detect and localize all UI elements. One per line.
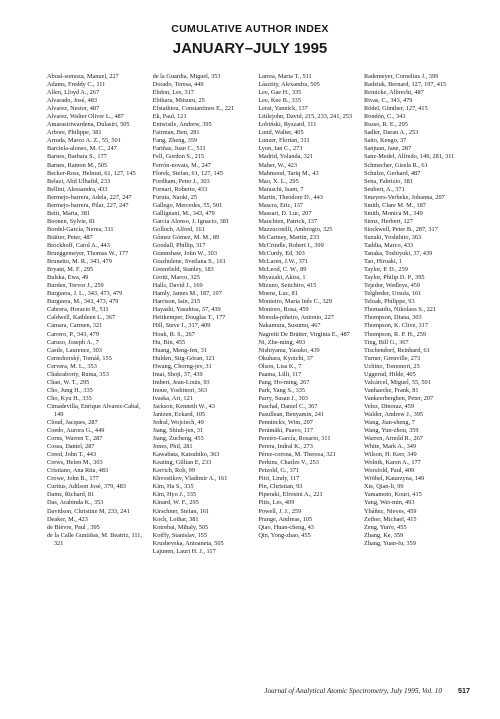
author-entry: Fell, Gordon S., 215 — [152, 153, 205, 161]
author-entry: Valcárcel, Miguel, 55, 501 — [363, 378, 431, 386]
author-entry: Piperaki, Efrosini A., 221 — [258, 491, 323, 499]
author-entry: Adams, Freddy C., 111 — [47, 81, 106, 89]
page-number: 517 — [458, 686, 470, 695]
author-entry: Schulze, Gerhard, 487 — [363, 169, 421, 177]
author-entry: Smith, Monica M., 349 — [363, 209, 423, 217]
author-entry: Ferrón-novais, M., 247 — [152, 161, 211, 169]
author-entry: Kawabata, Katsuhiko, 363 — [152, 451, 220, 459]
author-entry: Jantzen, Eckard, 105 — [152, 410, 206, 418]
author-entry: García Alonso, J. Ignacio, 381 — [152, 217, 230, 225]
author-entry: Koch, Lothar, 381 — [152, 515, 199, 523]
author-entry: Walder, Andrew J., 395 — [363, 410, 424, 418]
author-entry: Tejedor, Wedleys, 459 — [363, 282, 421, 290]
author-entry: Nishiyama, Yasuko, 439 — [258, 346, 320, 354]
author-entry: Brueggemeyer, Thomas W., 177 — [47, 250, 129, 258]
author-entry: Moreda-piñeiro, Antonio, 227 — [258, 314, 334, 322]
author-entry: Łobiński, Ryszard, 111 — [258, 121, 317, 129]
author-entry: Burguera, M., 343, 473, 479 — [47, 298, 119, 306]
author-entry: Turner, Grenville, 273 — [363, 354, 421, 362]
author-entry: Corns, Warren T., 287 — [47, 435, 103, 443]
author-entry: Powell, J. J., 259 — [258, 507, 302, 515]
author-entry: Saito, Kengo, 37 — [363, 137, 407, 145]
author-entry: Thompson, Diana, 303 — [363, 314, 422, 322]
author-entry: Warren, Arnold R., 267 — [363, 435, 423, 443]
author-entry: Uchino, Tomonori, 25 — [363, 362, 420, 370]
author-entry: Cloud, Jacques, 287 — [47, 419, 98, 427]
author-entry: Jedral, Wojciech, 49 — [152, 419, 204, 427]
author-entry: Dams, Richard, 81 — [47, 491, 95, 499]
author-entry: Grotti, Marco, 325 — [152, 274, 200, 282]
author-entry: Pasullean, Benyamin, 241 — [258, 410, 325, 418]
author-entry: Moens, Luc, 81 — [258, 290, 298, 298]
author-entry: Tischendorf, Reinhard, 61 — [363, 346, 430, 354]
author-entry: Wang, Jian-sheng, 7 — [363, 419, 415, 427]
author-entry: Barnes, Barbara S., 177 — [47, 153, 107, 161]
author-entry: Thompson, R. P. H., 259 — [363, 330, 427, 338]
author-entry: Barciela-alonso, M. C., 247 — [47, 145, 117, 153]
author-entry: Chakraborty, Ruma, 353 — [47, 370, 109, 378]
author-entry: Wilson, H. Kerr, 349 — [363, 451, 417, 459]
author-entry: Kim, Ha S., 335 — [152, 483, 194, 491]
author-entry: de la Calle Guntiñas, M. Beatriz, 111, 321 — [47, 531, 143, 547]
author-entry: Bulska, Ewa, 49 — [47, 274, 89, 282]
author-entry: Brockhoff, Carol A., 443 — [47, 241, 110, 249]
author-entry: Reinicke, Albrecht, 487 — [363, 89, 424, 97]
author-entry: Dorado, Teresa, 449 — [152, 81, 204, 89]
author-entry: Radziuk, Bernard, 127, 197, 415 — [363, 81, 447, 89]
author-entry: Miyazaki, Akira, 1 — [258, 274, 306, 282]
author-entry: Nakamura, Susumu, 467 — [258, 322, 321, 330]
author-entry: Petzold, G., 371 — [258, 467, 300, 475]
author-entry: Mahmood, Tariq M., 43 — [258, 169, 319, 177]
author-entry: Entwistle, Andrew, 395 — [152, 121, 212, 129]
author-entry: de Bièvre, Paul , 395 — [47, 523, 100, 531]
author-entry: Allen, Lloyd A., 267 — [47, 89, 100, 97]
author-entry: Paschal, Daniel C., 367 — [258, 402, 318, 410]
author-entry: Burden, Trevor J., 259 — [47, 282, 104, 290]
author-entry: Burguera, J. L., 343, 473, 479 — [47, 290, 123, 298]
page-header — [0, 22, 500, 58]
author-entry: Furuta, Naoki, 25 — [152, 193, 198, 201]
author-entry: Cristiano, Ana Rita, 483 — [47, 467, 109, 475]
author-entry: Lerat, Yannick, 137 — [258, 105, 308, 113]
author-entry: Kim, Hyo J., 335 — [152, 491, 197, 499]
author-entry: Becker-Ross, Helmut, 61, 127, 145 — [47, 169, 136, 177]
author-entry: Caruso, Joseph A., 7 — [47, 338, 99, 346]
author-entry: Martin, Theodore D., 443 — [258, 193, 323, 201]
author-entry: Mao, X. L., 295 — [258, 177, 299, 185]
author-entry: Schmecher, Gisela R., 61 — [363, 161, 428, 169]
author-entry: Ebihara, Mitsuru, 25 — [152, 97, 205, 105]
author-entry: Fang, Zheng, 359 — [152, 137, 198, 145]
author-entry: Monteiro, Maria Inês C., 329 — [258, 298, 332, 306]
author-entry: Rödel, Günther, 127, 415 — [363, 105, 428, 113]
author-entry: Alvarez, Nestor, 487 — [47, 105, 100, 113]
author-entry: Okuhara, Kyoichi, 37 — [258, 354, 313, 362]
author-entry: McCartney, Martin, 233 — [258, 233, 320, 241]
index-column-1 — [47, 73, 145, 613]
author-entry: Gallignani, M., 343, 479 — [152, 209, 215, 217]
author-entry: Kirschner, Stefan, 161 — [152, 507, 210, 515]
author-entry: Bermejo-barrera, Adela, 227, 247 — [47, 193, 132, 201]
index-title: CUMULATIVE AUTHOR INDEX — [171, 23, 329, 35]
author-entry: Smith, Clare M. M., 187 — [363, 201, 426, 209]
author-entry: Paama, Lilli, 117 — [258, 370, 302, 378]
author-entry: Larrea, Maria T., 511 — [258, 73, 312, 80]
author-entry: Stenz, Herbert, 127 — [363, 217, 413, 225]
author-entry: Vanhaecke, Frank, 81 — [363, 386, 419, 394]
author-entry: Coedo, Aurora G., 449 — [47, 427, 105, 435]
author-entry: Wröbel, Katarzyna, 149 — [363, 475, 425, 483]
author-entry: Kotřly, Stanislav, 155 — [152, 531, 208, 539]
author-entry: Vankeerberghen, Peter, 207 — [363, 394, 434, 402]
author-entry: Jiang, Shiuh-jen, 31 — [152, 427, 204, 435]
author-entry: Grannshaw, John W., 303 — [152, 250, 217, 258]
author-entry: Jiang, Zucheng, 455 — [152, 435, 204, 443]
author-entry: Hayashi, Yasuhisa, 37, 439 — [152, 306, 221, 314]
author-entry: Qin, Yong-zhao, 455 — [258, 531, 311, 539]
author-entry: Ybáñez, Nieves, 459 — [363, 507, 417, 515]
author-entry: Heitkemper, Douglas T., 177 — [152, 314, 226, 322]
author-entry: Cho, Jung H., 335 — [47, 386, 93, 394]
author-entry: Greenfield, Stanley, 183 — [152, 266, 214, 274]
author-entry: Ebdon, Les, 317 — [152, 89, 194, 97]
author-entry: Perämäki, Paavo, 117 — [258, 427, 313, 435]
author-entry: Sanjuan, Jane, 287 — [363, 145, 412, 153]
author-entry: McLeod, C. W., 89 — [258, 266, 307, 274]
author-entry: Betti, Maria, 381 — [47, 209, 91, 217]
author-entry: Arruda, Marco A. Z., 55, 501 — [47, 137, 121, 145]
author-entry: Florek, Stefan, 61, 127, 145 — [152, 169, 223, 177]
author-entry: Lee, Kee B., 335 — [258, 97, 301, 105]
author-entry: Brätter, Peter, 487 — [47, 233, 93, 241]
author-entry: Cabrera, Horacio P., 511 — [47, 306, 109, 314]
author-entry: Kotrebai, Mihaly, 505 — [152, 523, 209, 531]
author-entry: Lyon, Ian C., 273 — [258, 145, 303, 153]
author-entry: Das, Arabinda K., 353 — [47, 499, 104, 507]
author-entry: Yang, Wei-min, 493 — [363, 499, 415, 507]
author-entry: Mascra, Eric, 137 — [258, 201, 304, 209]
author-entry: Teloak, Philippe, 93 — [363, 298, 415, 306]
author-entry: Thompson, K. Clive, 317 — [363, 322, 428, 330]
author-entry: Russo, R. E., 295 — [363, 121, 408, 129]
author-entry: Mauchien, Patrick, 137 — [258, 217, 318, 225]
author-entry: Smeyers-Verbeke, Johanna, 207 — [363, 193, 445, 201]
author-entry: Olson, Lisa K., 7 — [258, 362, 302, 370]
author-entry: Bermejo-barrera, Pilar, 227, 247 — [47, 201, 129, 209]
author-entry: Stockwell, Peter B., 287, 317 — [363, 225, 438, 233]
author-index-columns — [47, 73, 462, 613]
author-entry: Goodall, Phillip, 317 — [152, 241, 206, 249]
author-entry: Maher, W., 423 — [258, 161, 298, 169]
author-entry: Gallego, Mercedes, 55, 501 — [152, 201, 223, 209]
author-entry: Halls, David J., 169 — [152, 282, 203, 290]
author-entry: Pérez-corona, M. Theresa, 321 — [258, 451, 336, 459]
author-entry: Suzuki, Yoshihito, 363 — [363, 233, 422, 241]
author-entry: Cossa, Daniel, 287 — [47, 443, 95, 451]
author-entry: Bryant, M. F., 295 — [47, 266, 94, 274]
author-entry: Piiri, Lindy, 117 — [258, 475, 300, 483]
author-entry: Efstathiou, Constantinos E., 221 — [152, 105, 235, 113]
author-entry: Gómez Gómez, M. M., 89 — [152, 233, 220, 241]
author-entry: Thomaidis, Nikolaos S., 221 — [363, 306, 437, 314]
author-entry: Xie, Qian-li, 99 — [363, 483, 404, 491]
author-entry: Imbert, Jean-Louis, 93 — [152, 378, 210, 386]
author-entry: Crews, Helen M., 303 — [47, 459, 103, 467]
author-entry: Huang, Meng-fen, 31 — [152, 346, 207, 354]
author-entry: Zhang, Yuan-fu, 359 — [363, 539, 416, 547]
author-entry: Uggerud, Hilde, 405 — [363, 370, 416, 378]
index-date-range: JANUARY–JULY 1995 — [172, 40, 328, 57]
author-entry: Parry, Susan J., 303 — [258, 394, 308, 402]
author-entry: Wolnik, Karen A., 177 — [363, 459, 421, 467]
author-entry: Bellini, Alessandra, 433 — [47, 185, 108, 193]
author-entry: Fairman, Ben, 281 — [152, 129, 200, 137]
author-entry: Arbore, Philippe, 381 — [47, 129, 102, 137]
author-entry: Rondón, C., 343 — [363, 113, 406, 121]
author-entry: Boonen, Sylvie, 81 — [47, 217, 96, 225]
author-entry: Cho, Kyu H., 335 — [47, 394, 92, 402]
author-entry: Fordham, Peter J., 303 — [152, 177, 210, 185]
author-entry: McLaren, J.W., 371 — [258, 258, 309, 266]
author-entry: Hu, Bin, 455 — [152, 338, 186, 346]
author-entry: Taylor, Philip D. P., 395 — [363, 274, 425, 282]
author-entry: Seubert, A., 371 — [363, 185, 405, 193]
author-entry: Khvostikov, Vladimir A., 161 — [152, 475, 228, 483]
author-entry: Grazhulene, Svetlana S., 161 — [152, 258, 226, 266]
author-entry: Zhang, Ke, 359 — [363, 531, 404, 539]
author-entry: Jackson, Kenneth W., 43 — [152, 402, 215, 410]
author-entry: Pang, Ho-ming, 267 — [258, 378, 310, 386]
author-entry: Penninckx, Wim, 207 — [258, 419, 313, 427]
author-entry: Ivaska, Ari, 121 — [152, 394, 193, 402]
journal-citation: Journal of Analytical Atomic Spectrometry, July 1995, Vol. 10 — [264, 687, 442, 695]
author-entry: Pereiro-García, Rosario, 311 — [258, 435, 331, 443]
index-column-3 — [258, 73, 356, 613]
page-footer — [0, 685, 500, 697]
author-entry: Ni, Zhe-ming, 493 — [258, 338, 306, 346]
author-entry: Bordel-García, Nerea, 311 — [47, 225, 114, 233]
author-entry: Golloch, Alfred, 161 — [152, 225, 205, 233]
author-entry: Tanaka, Toshiyuki, 37, 439 — [363, 250, 433, 258]
author-entry: Sadler, Daran A., 253 — [363, 129, 419, 137]
author-entry: Ting, Bill G., 367 — [363, 338, 409, 346]
author-entry: Qiao, Huan-cheng, 43 — [258, 523, 314, 531]
author-entry: Cernohorský, Tomáš, 155 — [47, 354, 112, 362]
author-entry: Pin, Christian, 93 — [258, 483, 303, 491]
author-entry: Alvarez, Walter Oliver L., 487 — [47, 113, 124, 121]
author-entry: Alvarado, José, 483 — [47, 97, 98, 105]
author-entry: Cervera, M. L., 353 — [47, 362, 97, 370]
author-entry: McCurdy, Ed, 303 — [258, 250, 305, 258]
author-entry: Rivas, C., 343, 479 — [363, 97, 413, 105]
author-entry: Maraschi, Isam, 7 — [258, 185, 304, 193]
author-entry: Lajunen, Lauri H. J., 117 — [152, 547, 216, 555]
author-entry: Amarasiriwardena, Dulasiri, 505 — [47, 121, 130, 129]
author-entry: Hill, Steve J., 317, 409 — [152, 322, 211, 330]
author-entry: Mazzucotelli, Ambrogio, 325 — [258, 225, 333, 233]
author-entry: Perera, Indral K., 273 — [258, 443, 313, 451]
author-entry: Hulden, Stig-Göran, 121 — [152, 354, 215, 362]
author-entry: Belazi, Abd Ulhafid, 233 — [47, 177, 111, 185]
author-entry: White, Mark A., 349 — [363, 443, 417, 451]
author-entry: Worsfold, Paul, 409 — [363, 467, 415, 475]
author-entry: Aboal-somoza, Manuel, 227 — [47, 73, 119, 80]
author-entry: Brunetto, M. R., 343, 479 — [47, 258, 112, 266]
index-column-2 — [153, 73, 251, 613]
author-entry: Davidson, Christine M, 233, 241 — [47, 507, 130, 515]
author-entry: Jones, Phil, 281 — [152, 443, 193, 451]
author-entry: Lunzer, Florian, 311 — [258, 137, 310, 145]
author-entry: Zeng, Yun'e, 455 — [363, 523, 407, 531]
author-entry: Montoro, Rosa, 459 — [258, 306, 309, 314]
author-entry: Fornari, Roberto, 433 — [152, 185, 208, 193]
author-entry: Rademeyer, Cornelius J., 399 — [363, 73, 439, 80]
author-entry: Taylor, P. D., 259 — [363, 266, 408, 274]
author-entry: Curtius, Adilson José, 379, 483 — [47, 483, 126, 491]
author-entry: Harrison, Iain, 215 — [152, 298, 201, 306]
author-entry: Lásztity, Alexandra, 505 — [258, 81, 320, 89]
author-entry: Castle, Laurence, 303 — [47, 346, 102, 354]
author-entry: Pitts, Les, 409 — [258, 499, 295, 507]
author-entry: Caldwell, Kathleen L., 367 — [47, 314, 116, 322]
author-entry: Prange, Andreas, 105 — [258, 515, 313, 523]
author-entry: Park, Yang S., 335 — [258, 386, 306, 394]
author-entry: Carrero, P., 343, 479 — [47, 330, 99, 338]
author-entry: Sanz-Medel, Alfredo, 149, 281, 311 — [363, 153, 455, 161]
author-entry: Kerrich, Rob, 99 — [152, 467, 195, 475]
author-entry: Hwang, Chorng-jev, 31 — [152, 362, 212, 370]
author-entry: Krushevska, Antoaneta, 505 — [152, 539, 224, 547]
index-column-4 — [364, 73, 462, 613]
author-entry: Telgheder, Ursula, 161 — [363, 290, 422, 298]
author-entry: Littlejohn, David, 215, 233, 241, 253 — [258, 113, 353, 121]
author-entry: Velez, Dinoraz, 459 — [363, 402, 414, 410]
author-entry: Houk, R. S., 267 — [152, 330, 195, 338]
author-entry: McCrindle, Robert I., 399 — [258, 241, 324, 249]
author-entry: Lund, Walter, 405 — [258, 129, 304, 137]
author-entry: Hamly, James M., 187, 197 — [152, 290, 222, 298]
author-entry: de la Guardia, Miguel, 353 — [152, 73, 221, 80]
author-entry: Crowe, John B., 177 — [47, 475, 99, 483]
author-entry: Massart, D. Luc, 207 — [258, 209, 312, 217]
author-entry: Tao, Hiroaki, 1 — [363, 258, 402, 266]
author-entry: Imai, Shoji, 37, 439 — [152, 370, 203, 378]
author-entry: Wang, Yun-zhou, 359 — [363, 427, 419, 435]
author-entry: Keating, Gillian E, 233 — [152, 459, 212, 467]
author-entry: Nagretti De Brätter, Virginia E., 487 — [258, 330, 350, 338]
author-entry: Zeiher, Michael, 415 — [363, 515, 417, 523]
author-entry: Mizuno, Seiichiro, 415 — [258, 282, 317, 290]
author-entry: Madrid, Yolanda, 321 — [258, 153, 314, 161]
author-entry: Chan, W. T., 295 — [47, 378, 90, 386]
author-entry: Perkins, Charles V., 253 — [258, 459, 319, 467]
author-entry: Deaker, M., 423 — [47, 515, 88, 523]
author-entry: Cimadevilla, Enrique Alvarez-Cabal, 149 — [47, 402, 141, 418]
author-entry: Yamamoto, Kouri, 415 — [363, 491, 422, 499]
author-entry: Sena, Fabrizio, 381 — [363, 177, 413, 185]
author-entry: Ek, Paul, 121 — [152, 113, 187, 121]
author-entry: Taddia, Marco, 433 — [363, 241, 414, 249]
author-entry: Kinard, W. F., 295 — [152, 499, 199, 507]
author-entry: Inoue, Yoshinori, 363 — [152, 386, 208, 394]
author-entry: Lee, Gae H., 335 — [258, 89, 302, 97]
author-entry: Barnes, Ramon M., 505 — [47, 161, 108, 169]
author-entry: Fariñas, Juan C., 511 — [152, 145, 206, 153]
author-entry: Creed, John T., 443 — [47, 451, 97, 459]
author-entry: Cámara, Carmen, 321 — [47, 322, 103, 330]
